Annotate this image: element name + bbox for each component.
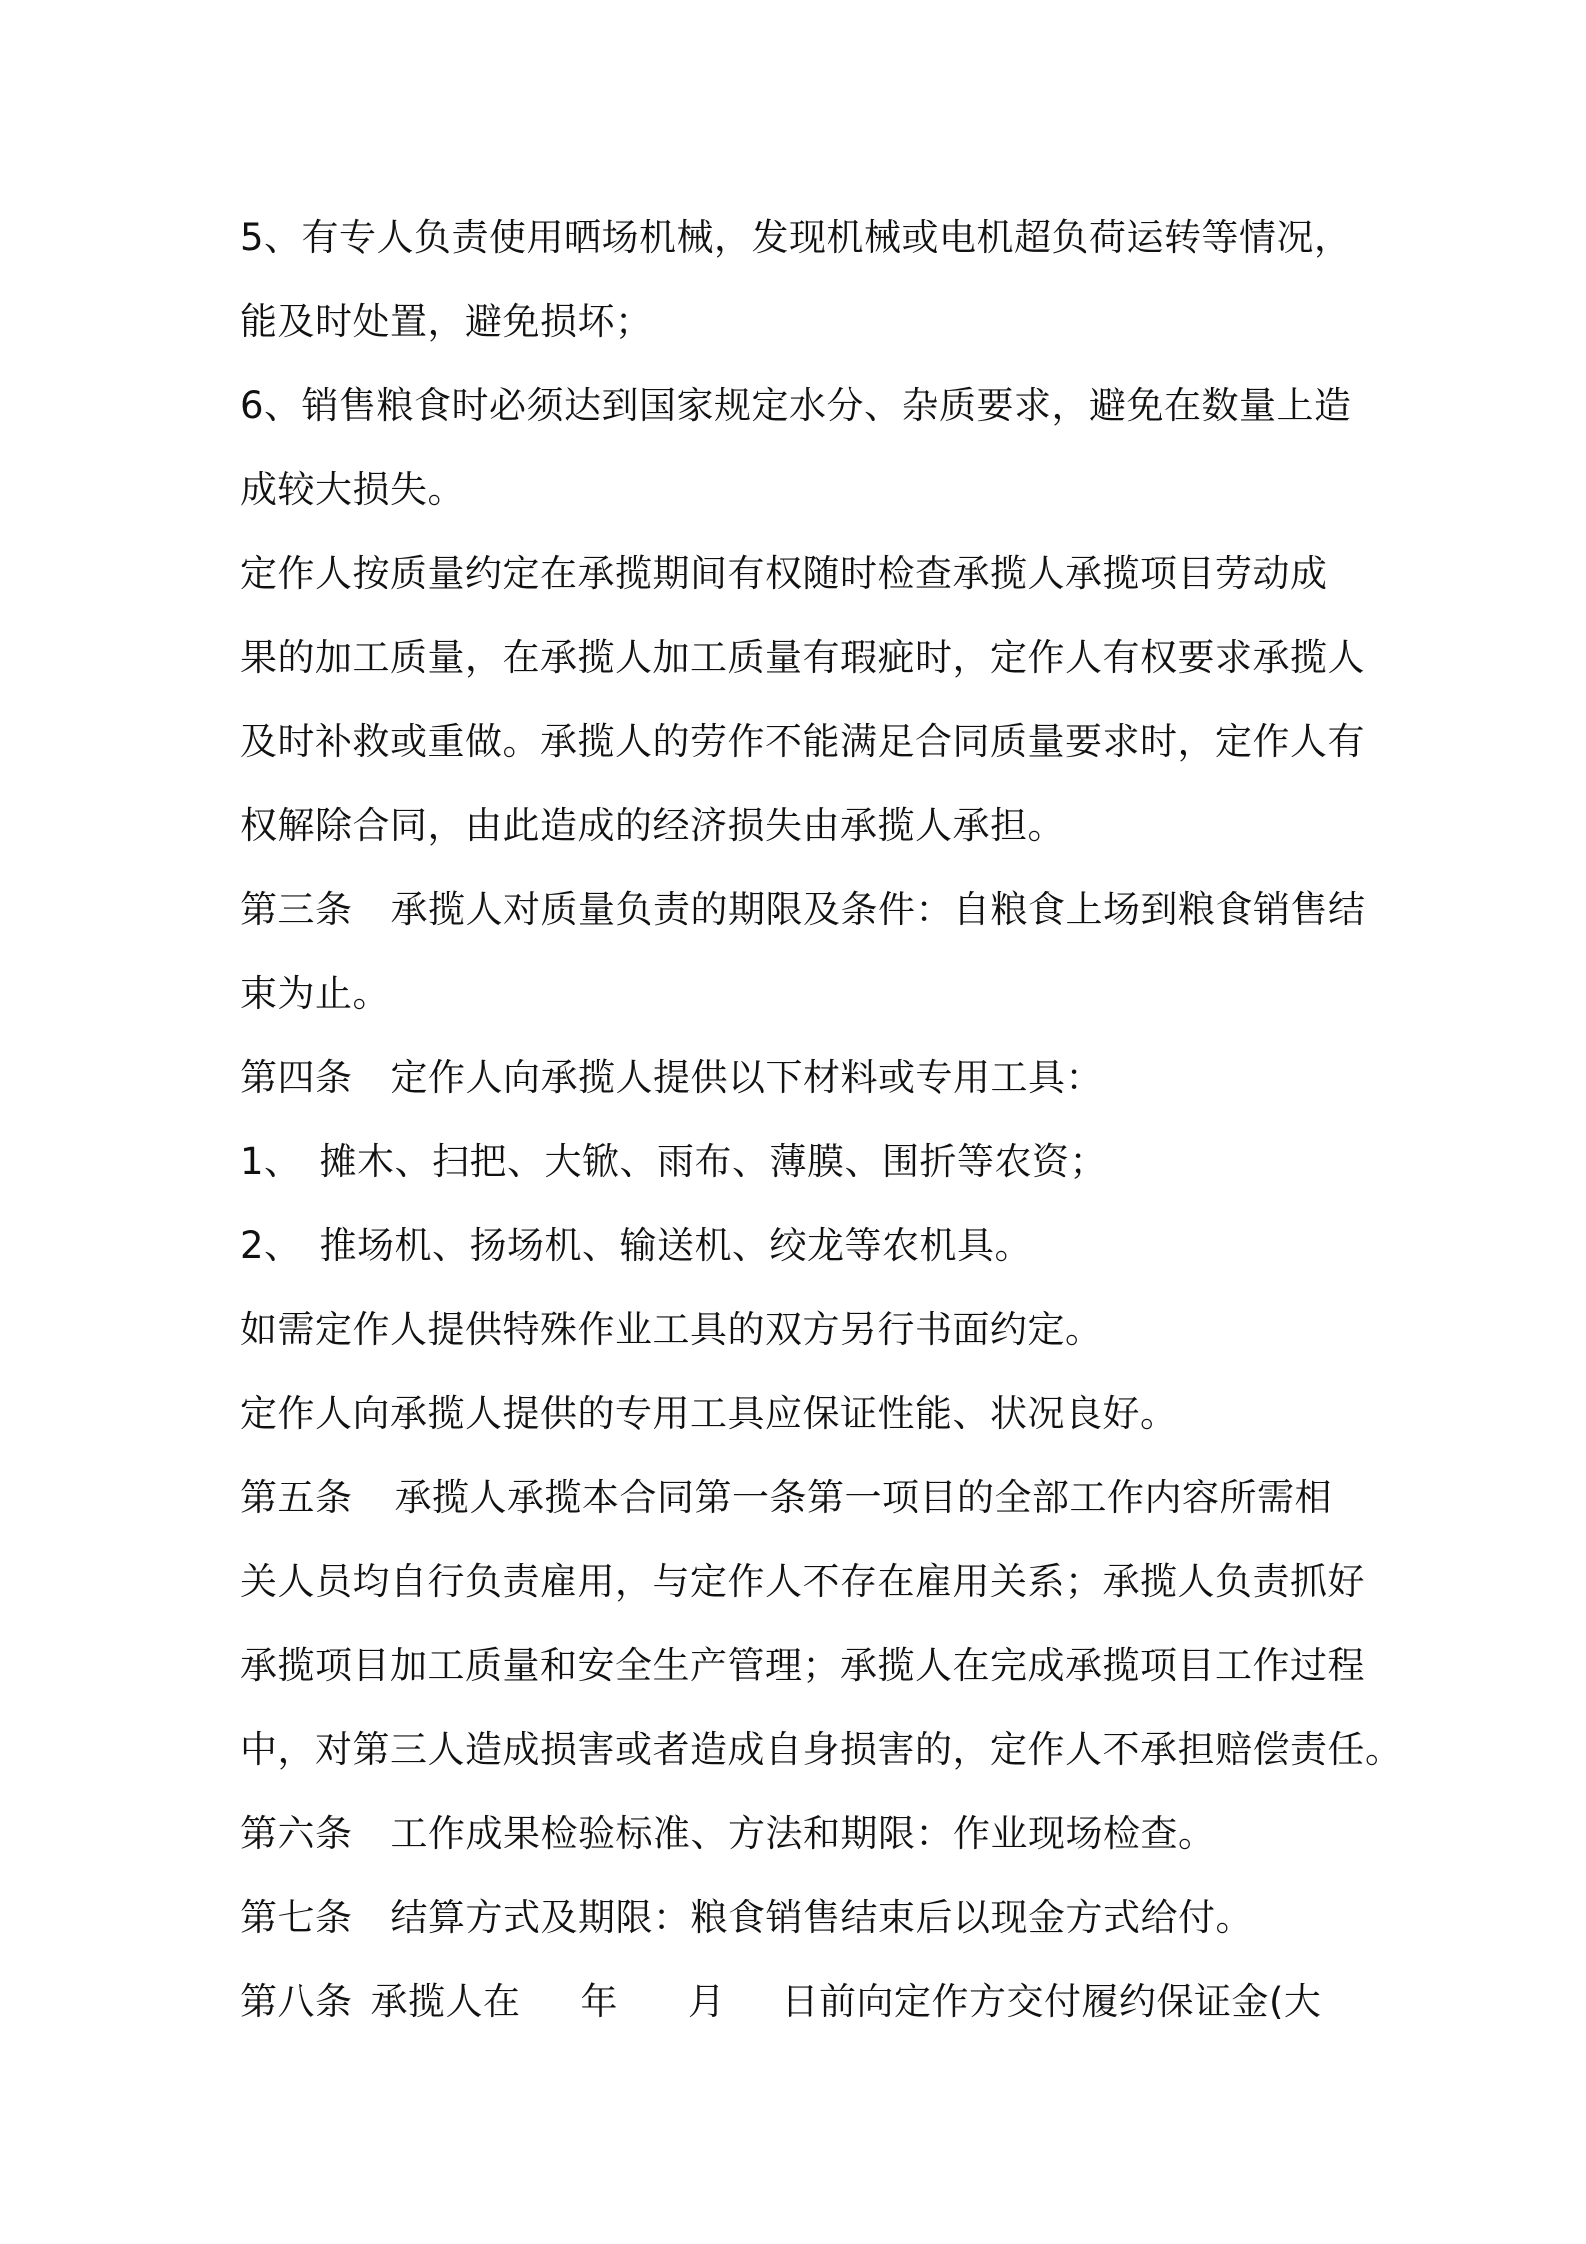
clause-5-line-1: 5、有专人负责使用晒场机械，发现机械或电机超负荷运转等情况， [240, 216, 1352, 259]
article-8-line: 第八条 承揽人在 年 月 日前向定作方交付履约保证金(大 [240, 1980, 1322, 2023]
article-6-number: 第六条 [240, 1812, 353, 1855]
article-4-line-1: 第四条 定作人向承揽人提供以下材料或专用工具： [240, 1056, 1103, 1099]
special-tools-line: 如需定作人提供特殊作业工具的双方另行书面约定。 [240, 1308, 1103, 1351]
article-5-line-4: 中，对第三人造成损害或者造成自身损害的，定作人不承担赔偿责任。 [240, 1728, 1403, 1771]
list-number-1: 1、 [240, 1140, 302, 1183]
article-5-line-1: 第五条 承揽人承揽本合同第一条第一项目的全部工作内容所需相 [240, 1476, 1332, 1519]
quality-paragraph-line-1: 定作人按质量约定在承揽期间有权随时检查承揽人承揽项目劳动成 [240, 552, 1328, 595]
clause-6-line-1: 6、销售粮食时必须达到国家规定水分、杂质要求，避免在数量上造 [240, 384, 1352, 427]
article-5-line-2: 关人员均自行负责雇用，与定作人不存在雇用关系；承揽人负责抓好 [240, 1560, 1365, 1603]
year-label: 年 [580, 1980, 618, 2023]
list-item-1: 1、 摊木、扫把、大锨、雨布、薄膜、围折等农资； [240, 1140, 1108, 1183]
article-8-number: 第八条 [240, 1980, 353, 2023]
article-6-line: 第六条 工作成果检验标准、方法和期限：作业现场检查。 [240, 1812, 1216, 1855]
article-7-number: 第七条 [240, 1896, 353, 1939]
quality-paragraph-line-2: 果的加工质量，在承揽人加工质量有瑕疵时，定作人有权要求承揽人 [240, 636, 1365, 679]
quality-paragraph-line-4: 权解除合同，由此造成的经济损失由承揽人承担。 [240, 804, 1065, 847]
article-7-line: 第七条 结算方式及期限：粮食销售结束后以现金方式给付。 [240, 1896, 1253, 1939]
list-number-2: 2、 [240, 1224, 302, 1267]
article-5-line-3: 承揽项目加工质量和安全生产管理；承揽人在完成承揽项目工作过程 [240, 1644, 1365, 1687]
month-label: 月 [688, 1980, 726, 2023]
article-3-line-2: 束为止。 [240, 972, 390, 1015]
article-5-number: 第五条 [240, 1476, 353, 1519]
list-item-2: 2、 推场机、扬场机、输送机、绞龙等农机具。 [240, 1224, 1033, 1267]
tools-condition-line: 定作人向承揽人提供的专用工具应保证性能、状况良好。 [240, 1392, 1178, 1435]
clause-6-line-2: 成较大损失。 [240, 468, 465, 511]
article-3-number: 第三条 [240, 888, 353, 931]
quality-paragraph-line-3: 及时补救或重做。承揽人的劳作不能满足合同质量要求时，定作人有 [240, 720, 1365, 763]
clause-5-line-2: 能及时处置，避免损坏； [240, 300, 653, 343]
article-4-number: 第四条 [240, 1056, 353, 1099]
article-3-line-1: 第三条 承揽人对质量负责的期限及条件：自粮食上场到粮食销售结 [240, 888, 1366, 931]
contract-text [240, 196, 1403, 2044]
